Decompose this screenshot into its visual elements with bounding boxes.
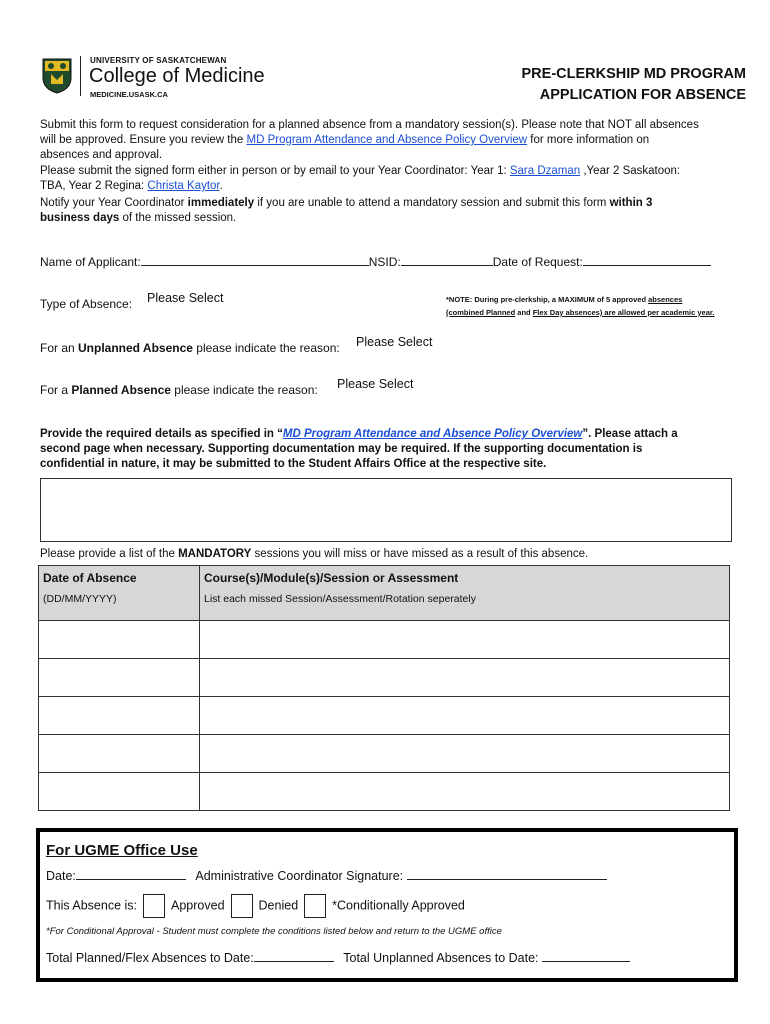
totals-row [46,950,630,965]
label-text: For an [40,341,79,355]
office-date-row [46,868,607,883]
details-text: ”. Please attach a second page when necessary. Supporting documentation may be required. If the supporting documentation is confidential in nature, it may be submitted to the Student Affairs Office at the respective site. [40,428,678,470]
approved-label: Approved [171,898,225,913]
label-bold: Unplanned Absence [78,341,193,355]
header-date-title: Date of Absence [43,571,137,585]
intro-text: for more information on absences and approval. [40,134,650,161]
policy-link[interactable]: MD Program Attendance and Absence Policy Overview [246,134,528,146]
nsid-field[interactable] [401,254,493,266]
course-cell[interactable] [200,659,730,697]
sessions-intro-bold: MANDATORY [178,548,252,560]
college-name: College of Medicine [89,65,265,87]
office-use-title: For UGME Office Use [46,842,198,859]
coordinator-link-regina[interactable]: Christa Kaytor [147,180,220,192]
policy-link-2[interactable]: MD Program Attendance and Absence Policy Overview [282,428,583,440]
type-of-absence-select[interactable]: Please Select [147,291,224,305]
approved-checkbox[interactable] [143,894,165,918]
unplanned-reason-label [40,341,340,355]
note-underline: absences (combined Planned [446,295,683,317]
sessions-table [38,565,730,811]
form-title [522,64,747,106]
table-row [39,621,730,659]
details-textarea[interactable] [40,478,732,542]
intro-text: Notify your Year Coordinator [40,197,188,209]
intro-text: . [219,180,223,192]
date-cell[interactable] [39,773,200,811]
form-title-line1: PRE-CLERKSHIP MD PROGRAM [521,66,746,82]
table-row [39,697,730,735]
office-date-field[interactable] [76,868,186,880]
denied-checkbox[interactable] [231,894,253,918]
course-cell[interactable] [200,735,730,773]
header-date [39,566,200,621]
label-text: For a [40,383,72,397]
unplanned-total-label: Total Unplanned Absences to Date: [343,951,539,965]
sessions-intro [40,548,588,560]
intro-text: ,Year 2 Saskatoon: TBA, Year 2 Regina: [40,165,681,192]
date-request-field[interactable] [583,254,711,266]
planned-total-label: Total Planned/Flex Absences to Date: [46,951,254,965]
date-cell[interactable] [39,697,200,735]
note-text: *NOTE: During pre-clerkship, a MAXIMUM of 5 approved [446,295,649,304]
name-label: Name of Applicant: [40,255,141,269]
form-title-line2: APPLICATION FOR ABSENCE [539,87,746,103]
signature-field[interactable] [407,868,607,880]
intro-bold: within 3 business days [40,197,653,224]
conditional-checkbox[interactable] [304,894,326,918]
conditional-note: *For Conditional Approval - Student must complete the conditions listed below and return to the UGME office [46,926,502,937]
date-cell[interactable] [39,735,200,773]
date-cell[interactable] [39,659,200,697]
label-text: please indicate the reason: [170,383,318,397]
planned-reason-select[interactable]: Please Select [337,377,414,391]
table-row [39,735,730,773]
logo-divider [80,56,81,96]
coordinator-link-year1[interactable]: Sara Dzaman [509,165,581,177]
intro-text: of the missed session. [119,212,237,224]
unplanned-total-field[interactable] [542,950,630,962]
absence-status-label: This Absence is: [46,898,138,913]
note-underline: Flex Day absences) are allowed per academic year. [532,308,715,317]
planned-reason-label [40,383,318,397]
conditional-label: *Conditionally Approved [332,898,465,913]
intro-paragraph-1 [40,118,700,163]
sessions-intro-text: Please provide a list of the [40,548,179,560]
denied-label: Denied [258,898,299,913]
label-text: please indicate the reason: [192,341,340,355]
date-cell[interactable] [39,621,200,659]
nsid-label: NSID: [368,255,401,269]
applicant-row [40,254,711,269]
intro-paragraph-3 [40,196,700,226]
name-field[interactable] [141,254,369,266]
office-date-label: Date: [46,869,76,883]
course-cell[interactable] [200,773,730,811]
max-absence-note [446,293,716,319]
university-crest-icon [42,58,72,94]
intro-bold: immediately [187,197,255,209]
course-cell[interactable] [200,621,730,659]
intro-text: Please submit the signed form either in person or by email to your Year Coordinator: Year 1: [40,165,510,177]
intro-text: Submit this form to request consideration for a planned absence from a mandatory session(s). Please note that NOT all absences will be approved. Ensure you review the [40,119,699,146]
details-instructions [40,427,700,472]
intro-text: if you are unable to attend a mandatory session and submit this form [254,197,610,209]
note-text: and [515,308,533,317]
header-course [200,566,730,621]
signature-label: Administrative Coordinator Signature: [195,869,404,883]
unplanned-reason-select[interactable]: Please Select [356,335,433,349]
course-cell[interactable] [200,697,730,735]
details-text: Provide the required details as specified in “ [40,428,283,440]
table-header-row [39,566,730,621]
planned-total-field[interactable] [254,950,334,962]
date-request-label: Date of Request: [492,255,583,269]
university-name: UNIVERSITY OF SASKATCHEWAN [90,56,227,65]
sessions-intro-text: sessions you will miss or have missed as a result of this absence. [251,548,589,560]
header-course-sub: List each missed Session/Assessment/Rotation seperately [204,593,476,605]
table-row [39,659,730,697]
table-row [39,773,730,811]
label-bold: Planned Absence [71,383,171,397]
website: MEDICINE.USASK.CA [90,90,168,99]
type-label: Type of Absence: [40,297,133,311]
header-course-title: Course(s)/Module(s)/Session or Assessment [204,571,459,585]
office-use-box [36,828,738,982]
absence-status-row [46,894,465,918]
header-date-sub: (DD/MM/YYYY) [43,593,117,605]
intro-paragraph-2 [40,164,700,194]
